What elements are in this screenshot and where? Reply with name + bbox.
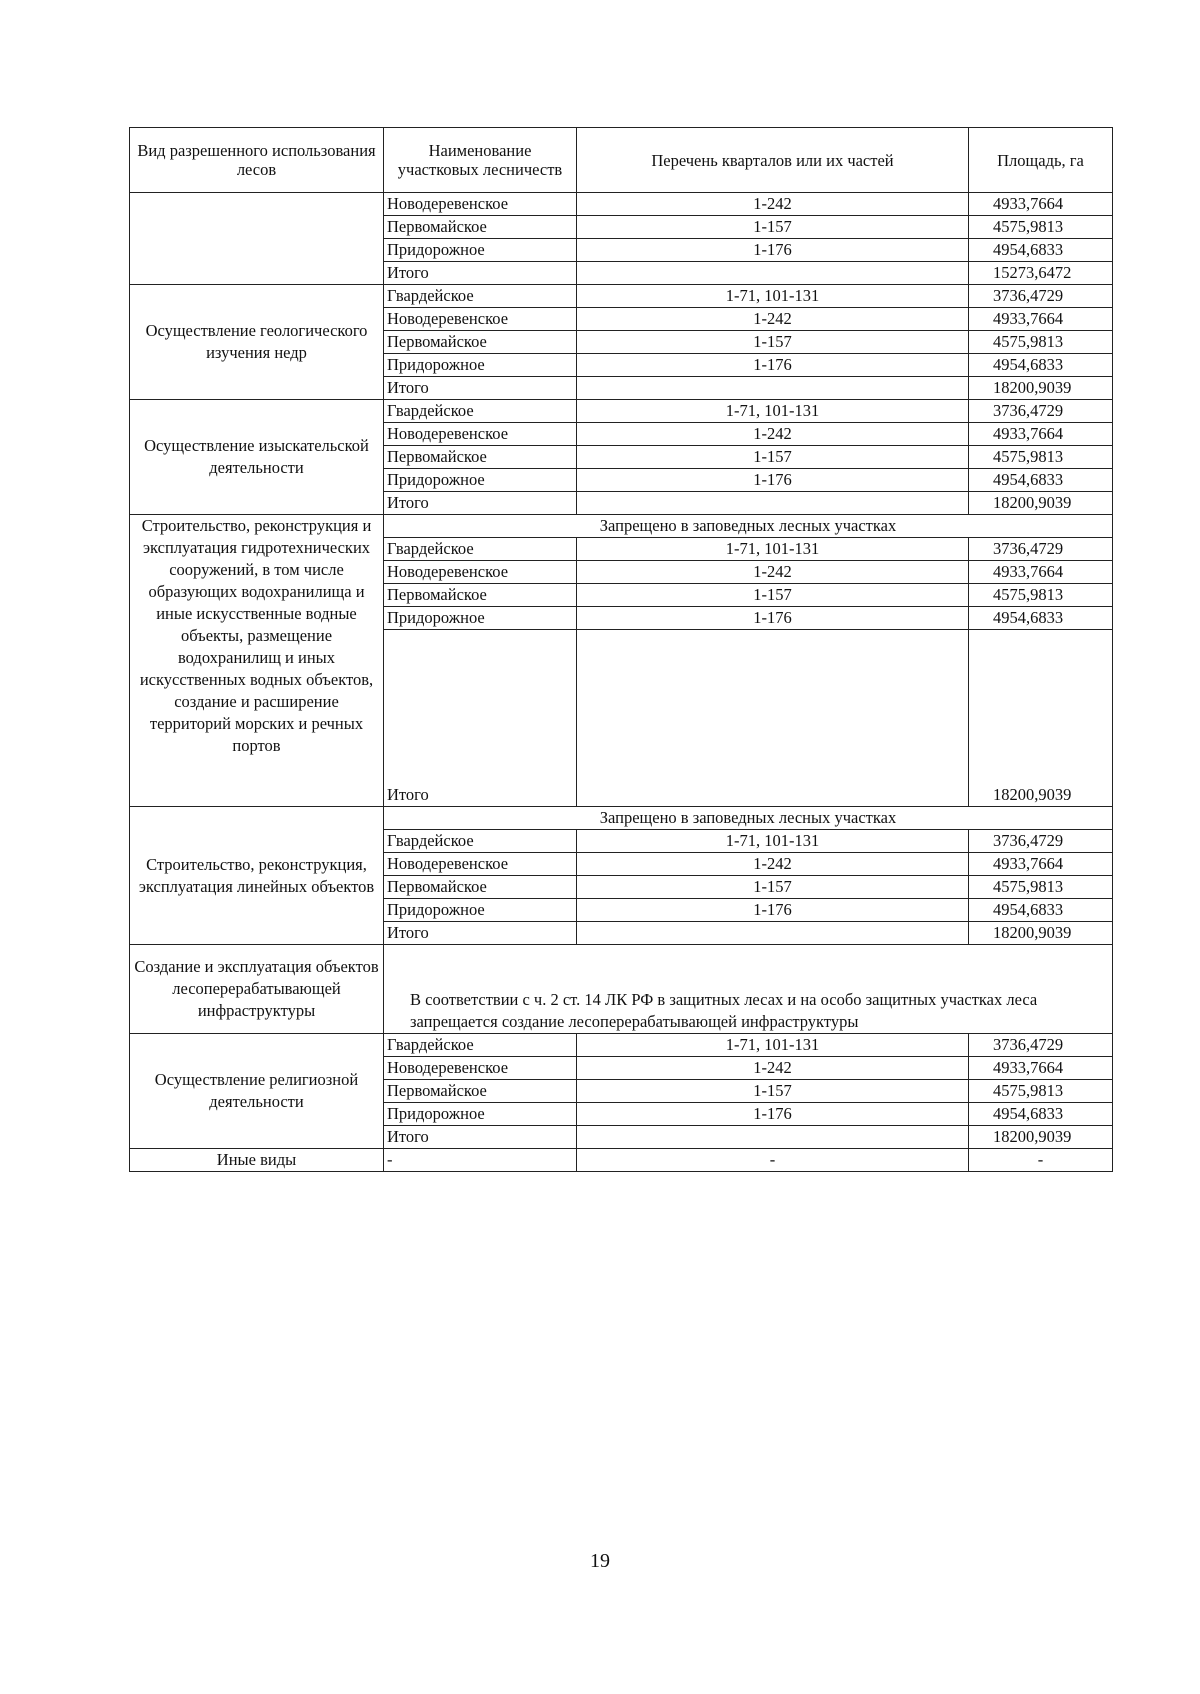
table-row xyxy=(130,400,1113,423)
area-value: 4933,7664 xyxy=(969,308,1113,331)
area-value: 3736,4729 xyxy=(969,285,1113,308)
forestry-name: Итого xyxy=(384,630,577,807)
forestry-name: Придорожное xyxy=(384,607,577,630)
quarters-range: 1-242 xyxy=(577,561,969,584)
area-value: 18200,9039 xyxy=(969,630,1113,807)
header-use-type: Вид разрешенного использования лесов xyxy=(130,128,384,193)
quarters-range: 1-176 xyxy=(577,469,969,492)
table-row xyxy=(130,193,1113,216)
quarters-range: 1-242 xyxy=(577,308,969,331)
forest-use-table xyxy=(129,127,1113,1172)
area-value: 4933,7664 xyxy=(969,193,1113,216)
quarters-range: 1-176 xyxy=(577,607,969,630)
table-row xyxy=(130,1034,1113,1057)
forestry-name: Первомайское xyxy=(384,216,577,239)
area-value: 4575,9813 xyxy=(969,1080,1113,1103)
forestry-name: Первомайское xyxy=(384,331,577,354)
quarters-range: 1-71, 101-131 xyxy=(577,400,969,423)
forestry-name: Придорожное xyxy=(384,239,577,262)
forestry-name: Придорожное xyxy=(384,899,577,922)
quarters-range: 1-71, 101-131 xyxy=(577,1034,969,1057)
area-value: 4575,9813 xyxy=(969,331,1113,354)
area-value: 18200,9039 xyxy=(969,377,1113,400)
area-value: 3736,4729 xyxy=(969,1034,1113,1057)
quarters-range: 1-71, 101-131 xyxy=(577,830,969,853)
area-value: 4954,6833 xyxy=(969,899,1113,922)
use-type-cell: Иные виды xyxy=(130,1149,384,1172)
quarters-range xyxy=(577,262,969,285)
forestry-name: Итого xyxy=(384,492,577,515)
area-value: 4954,6833 xyxy=(969,469,1113,492)
forestry-name: Новодеревенское xyxy=(384,423,577,446)
note-row xyxy=(130,515,1113,538)
forestry-name: Гвардейское xyxy=(384,538,577,561)
forestry-name: Итого xyxy=(384,922,577,945)
page-number: 19 xyxy=(590,1550,610,1572)
area-value: 4933,7664 xyxy=(969,853,1113,876)
quarters-range: 1-157 xyxy=(577,216,969,239)
table-row xyxy=(130,1149,1113,1172)
forestry-name: Итого xyxy=(384,377,577,400)
forestry-name: Итого xyxy=(384,1126,577,1149)
forestry-name: Гвардейское xyxy=(384,285,577,308)
forestry-name: Первомайское xyxy=(384,584,577,607)
quarters-range: 1-157 xyxy=(577,584,969,607)
area-value: 4954,6833 xyxy=(969,354,1113,377)
quarters-range: 1-157 xyxy=(577,331,969,354)
forestry-name: Придорожное xyxy=(384,354,577,377)
quarters-range: 1-157 xyxy=(577,876,969,899)
area-value: 4954,6833 xyxy=(969,607,1113,630)
header-forestry-name: Наименование участковых лесничеств xyxy=(384,128,577,193)
area-value: 4575,9813 xyxy=(969,584,1113,607)
quarters-range: 1-176 xyxy=(577,354,969,377)
area-value: 3736,4729 xyxy=(969,538,1113,561)
forestry-name: Придорожное xyxy=(384,1103,577,1126)
quarters-range xyxy=(577,1126,969,1149)
use-type-cell: Осуществление религиозной деятельности xyxy=(130,1034,384,1149)
quarters-range xyxy=(577,492,969,515)
forestry-name: - xyxy=(384,1149,577,1172)
area-value: 4954,6833 xyxy=(969,239,1113,262)
area-value: 4575,9813 xyxy=(969,446,1113,469)
quarters-range: 1-157 xyxy=(577,1080,969,1103)
quarters-range: 1-176 xyxy=(577,899,969,922)
area-value: 3736,4729 xyxy=(969,830,1113,853)
quarters-range: 1-242 xyxy=(577,193,969,216)
area-value: 18200,9039 xyxy=(969,492,1113,515)
forestry-name: Новодеревенское xyxy=(384,853,577,876)
forestry-name: Новодеревенское xyxy=(384,308,577,331)
area-value: 18200,9039 xyxy=(969,922,1113,945)
forestry-name: Гвардейское xyxy=(384,830,577,853)
quarters-range xyxy=(577,630,969,807)
area-value: 15273,6472 xyxy=(969,262,1113,285)
restriction-note: Запрещено в заповедных лесных участках xyxy=(384,515,1113,538)
quarters-range: 1-242 xyxy=(577,423,969,446)
use-type-cell: Строительство, реконструкция, эксплуатация линейных объектов xyxy=(130,807,384,945)
quarters-range: 1-71, 101-131 xyxy=(577,285,969,308)
header-row xyxy=(130,128,1113,193)
use-type-cell xyxy=(130,193,384,285)
note-row xyxy=(130,807,1113,830)
area-value: 4933,7664 xyxy=(969,561,1113,584)
use-type-cell: Строительство, реконструкция и эксплуатация гидротехнических сооружений, в том числе образующих водохранилища и иные искусственные водные объекты, размещение водохранилищ и иных искусственных водных объектов, создание и расширение территорий морских и речных портов xyxy=(130,515,384,807)
header-quarters: Перечень кварталов или их частей xyxy=(577,128,969,193)
quarters-range: - xyxy=(577,1149,969,1172)
forestry-name: Новодеревенское xyxy=(384,561,577,584)
note-row xyxy=(130,945,1113,1034)
restriction-note: Запрещено в заповедных лесных участках xyxy=(384,807,1113,830)
restriction-note: В соответствии с ч. 2 ст. 14 ЛК РФ в защитных лесах и на особо защитных участках леса запрещается создание лесоперерабатывающей инфраструктуры xyxy=(384,945,1113,1034)
quarters-range xyxy=(577,922,969,945)
quarters-range: 1-242 xyxy=(577,1057,969,1080)
area-value: 4954,6833 xyxy=(969,1103,1113,1126)
table-row xyxy=(130,285,1113,308)
use-type-cell: Осуществление изыскательской деятельности xyxy=(130,400,384,515)
forestry-name: Новодеревенское xyxy=(384,1057,577,1080)
area-value: 3736,4729 xyxy=(969,400,1113,423)
forestry-name: Гвардейское xyxy=(384,400,577,423)
forestry-name: Придорожное xyxy=(384,469,577,492)
area-value: 4933,7664 xyxy=(969,423,1113,446)
quarters-range: 1-242 xyxy=(577,853,969,876)
forestry-name: Новодеревенское xyxy=(384,193,577,216)
forestry-name: Итого xyxy=(384,262,577,285)
quarters-range: 1-71, 101-131 xyxy=(577,538,969,561)
area-value: 18200,9039 xyxy=(969,1126,1113,1149)
area-value: 4933,7664 xyxy=(969,1057,1113,1080)
forestry-name: Первомайское xyxy=(384,1080,577,1103)
forestry-name: Первомайское xyxy=(384,446,577,469)
area-value: 4575,9813 xyxy=(969,216,1113,239)
quarters-range: 1-176 xyxy=(577,1103,969,1126)
forestry-name: Гвардейское xyxy=(384,1034,577,1057)
header-area: Площадь, га xyxy=(969,128,1113,193)
use-type-cell: Осуществление геологического изучения недр xyxy=(130,285,384,400)
forestry-name: Первомайское xyxy=(384,876,577,899)
use-type-cell: Создание и эксплуатация объектов лесоперерабатывающей инфраструктуры xyxy=(130,945,384,1034)
area-value: 4575,9813 xyxy=(969,876,1113,899)
quarters-range: 1-176 xyxy=(577,239,969,262)
quarters-range xyxy=(577,377,969,400)
quarters-range: 1-157 xyxy=(577,446,969,469)
area-value: - xyxy=(969,1149,1113,1172)
